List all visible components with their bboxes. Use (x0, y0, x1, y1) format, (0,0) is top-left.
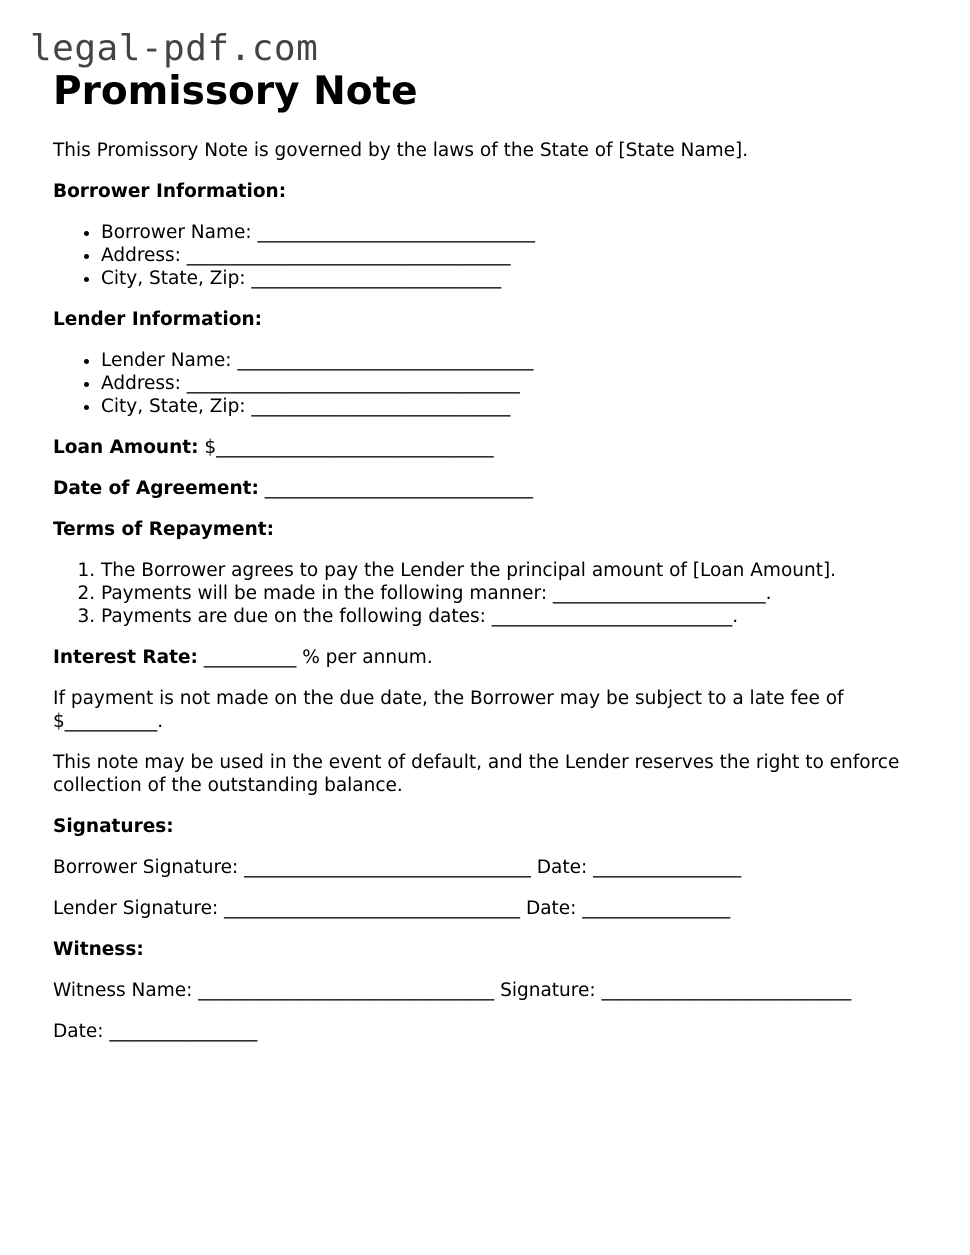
loan-amount-value: $______________________________ (204, 437, 494, 458)
borrower-signature-line: Borrower Signature: _______________________________ Date: ________________ (53, 857, 742, 878)
witness-name-line: Witness Name: ________________________________ Signature: ___________________________ (53, 980, 852, 1001)
borrower-name-field: • Borrower Name: ______________________________ (101, 221, 933, 244)
interest-rate-line (53, 646, 933, 669)
repayment-term-2: 2. Payments will be made in the following manner: _______________________. (101, 582, 933, 605)
lender-heading: Lender Information: (53, 309, 263, 330)
agreement-date-value: _____________________________ (264, 478, 534, 499)
interest-rate-value: __________ % per annum. (203, 647, 433, 668)
agreement-date-label: Date of Agreement: (53, 478, 259, 499)
interest-rate-label: Interest Rate: (53, 647, 198, 668)
repayment-list (53, 559, 933, 628)
document-body (53, 68, 933, 1043)
lender-signature-line: Lender Signature: ________________________________ Date: ________________ (53, 898, 731, 919)
repayment-heading: Terms of Repayment: (53, 519, 275, 540)
borrower-city-field: • City, State, Zip: ___________________________ (101, 267, 933, 290)
lender-name-field: • Lender Name: ________________________________ (101, 349, 933, 372)
lender-address-field: • Address: ____________________________________ (101, 372, 933, 395)
intro-text: This Promissory Note is governed by the laws of the State of [State Name]. (53, 140, 749, 161)
borrower-heading: Borrower Information: (53, 181, 287, 202)
borrower-address-field: • Address: ___________________________________ (101, 244, 933, 267)
lender-city-field: • City, State, Zip: ____________________________ (101, 395, 933, 418)
page-title: Promissory Note (53, 69, 418, 114)
default-clause-text: This note may be used in the event of default, and the Lender reserves the right to enforce collection of the outstanding balance. (53, 752, 900, 796)
site-watermark: legal-pdf.com (30, 28, 319, 69)
repayment-term-1: 1. The Borrower agrees to pay the Lender the principal amount of [Loan Amount]. (101, 559, 933, 582)
loan-amount-line (53, 436, 933, 459)
borrower-list (53, 221, 933, 290)
repayment-term-3: 3. Payments are due on the following dates: __________________________. (101, 605, 933, 628)
lender-list (53, 349, 933, 418)
late-fee-text: If payment is not made on the due date, the Borrower may be subject to a late fee of $__________. (53, 688, 844, 732)
agreement-date-line (53, 477, 933, 500)
signatures-heading: Signatures: (53, 816, 174, 837)
loan-amount-label: Loan Amount: (53, 437, 199, 458)
witness-date-line: Date: ________________ (53, 1021, 258, 1042)
witness-heading: Witness: (53, 939, 144, 960)
